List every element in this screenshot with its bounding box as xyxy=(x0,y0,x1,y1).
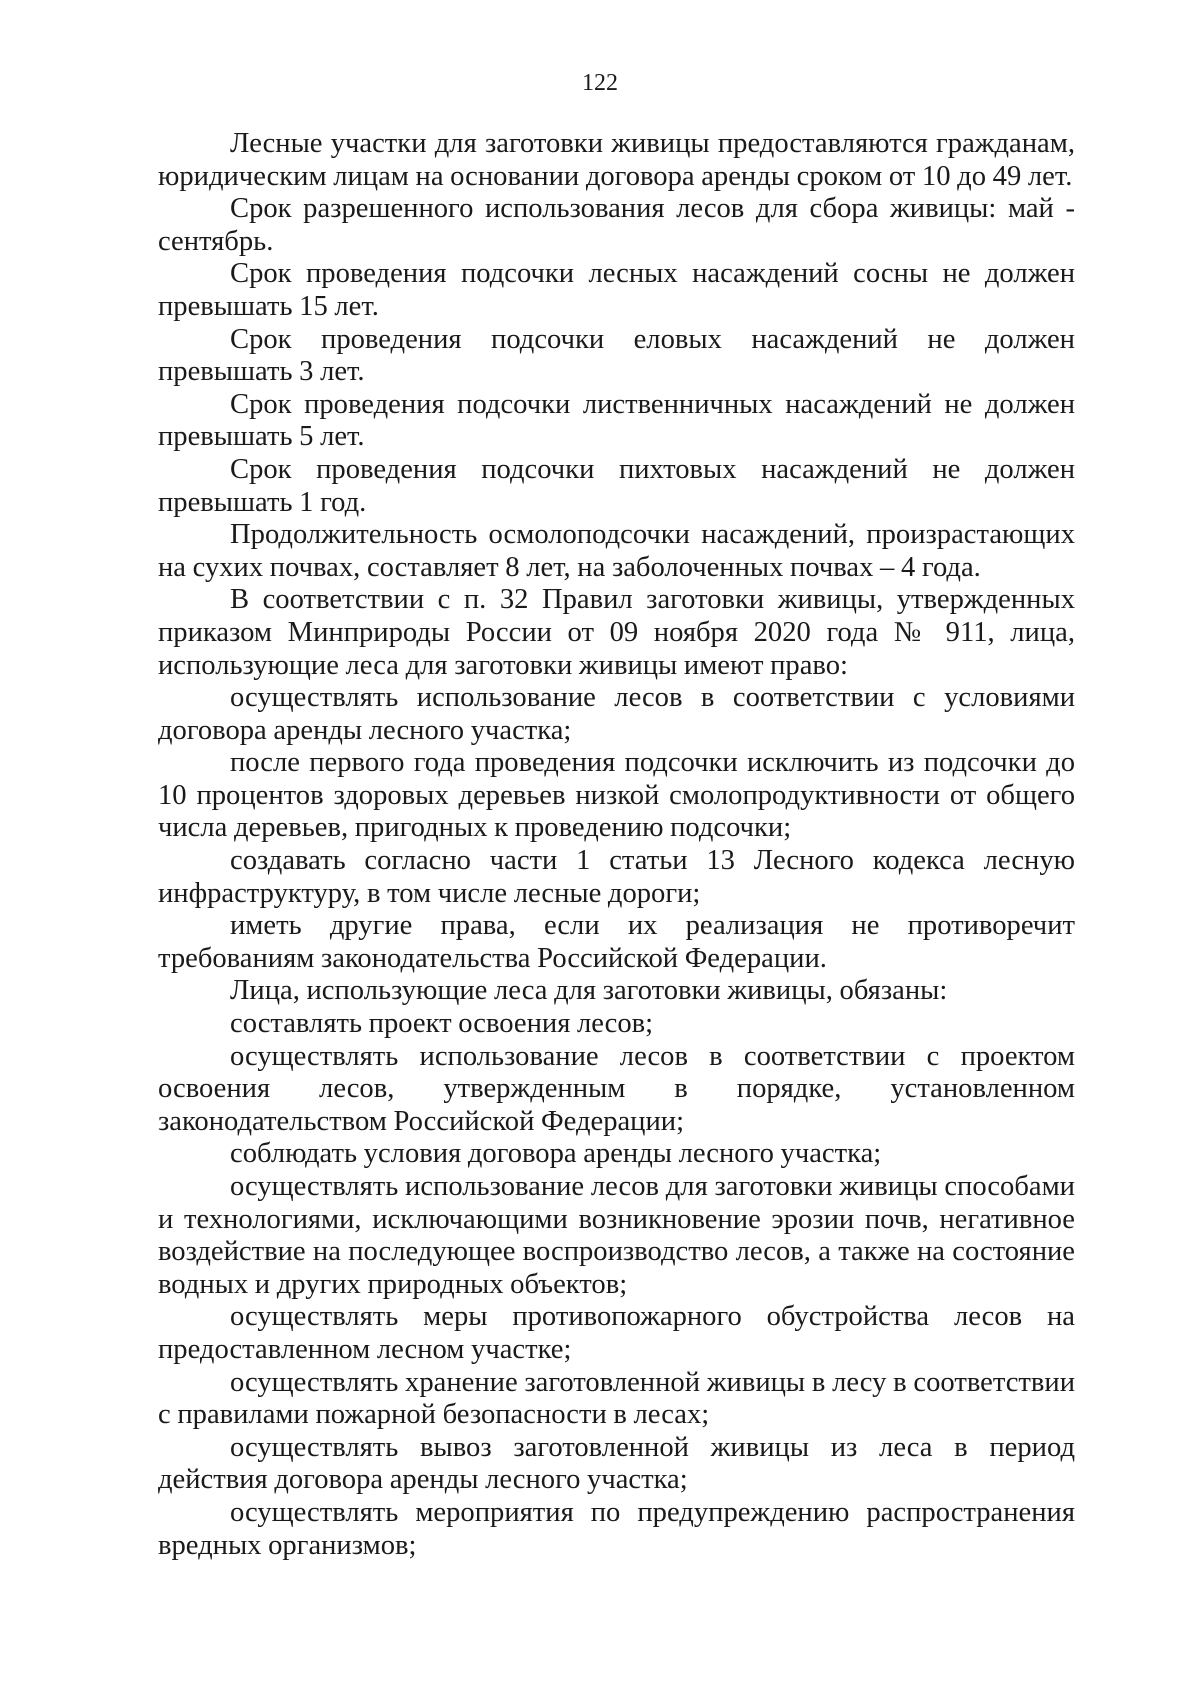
paragraph-1: Лесные участки для заготовки живицы предоставляются гражданам, юридическим лицам на основании договора аренды сроком от 10 до 49 лет. xyxy=(158,128,1075,192)
document-body xyxy=(158,128,1075,1562)
paragraph-5: Срок проведения подсочки лиственничных насаждений не должен превышать 5 лет. xyxy=(158,388,1075,453)
paragraph-17: осуществлять использование лесов для заготовки живицы способами и технологиями, исключающими возникновение эрозии почв, негативное воздействие на последующее воспроизводство лесов, а также на состояние водных и других природных объектов; xyxy=(158,1171,1075,1300)
paragraph-11: создавать согласно части 1 статьи 13 Лесного кодекса лесную инфраструктуру, в том числе лесные дороги; xyxy=(158,845,1075,909)
paragraph-6: Срок проведения подсочки пихтовых насаждений не должен превышать 1 год. xyxy=(158,453,1075,518)
paragraph-7: Продолжительность осмолоподсочки насаждений, произрастающих на сухих почвах, составляет 8 лет, на заболоченных почвах – 4 года. xyxy=(158,519,1075,583)
paragraph-18: осуществлять меры противопожарного обустройства лесов на предоставленном лесном участке; xyxy=(158,1301,1075,1365)
page-number: 122 xyxy=(582,70,618,96)
paragraph-2: Срок разрешенного использования лесов для сбора живицы: май - сентябрь. xyxy=(158,193,1075,257)
paragraph-12: иметь другие права, если их реализация не противоречит требованиям законодательства Российской Федерации. xyxy=(158,910,1075,974)
paragraph-20: осуществлять вывоз заготовленной живицы из леса в период действия договора аренды лесного участка; xyxy=(158,1431,1075,1496)
paragraph-10: после первого года проведения подсочки исключить из подсочки до 10 процентов здоровых деревьев низкой смолопродуктивности от общего числа деревьев, пригодных к проведению подсочки; xyxy=(158,747,1075,844)
paragraph-13: Лица, использующие леса для заготовки живицы, обязаны: xyxy=(230,975,948,1007)
paragraph-14: составлять проект освоения лесов; xyxy=(230,1008,654,1040)
paragraph-19: осуществлять хранение заготовленной живицы в лесу в соответствии с правилами пожарной безопасности в лесах; xyxy=(158,1366,1075,1431)
paragraph-9: осуществлять использование лесов в соответствии с условиями договора аренды лесного участка; xyxy=(158,682,1075,746)
paragraph-8: В соответствии с п. 32 Правил заготовки живицы, утвержденных приказом Минприроды России от 09 ноября 2020 года № 911, лица, использующие леса для заготовки живицы имеют право: xyxy=(158,584,1075,681)
paragraph-4: Срок проведения подсочки еловых насаждений не должен превышать 3 лет. xyxy=(158,323,1075,388)
paragraph-21: осуществлять мероприятия по предупреждению распространения вредных организмов; xyxy=(158,1496,1075,1561)
paragraph-16: соблюдать условия договора аренды лесного участка; xyxy=(230,1138,882,1170)
paragraph-15: осуществлять использование лесов в соответствии с проектом освоения лесов, утвержденным в порядке, установленном законодательством Российской Федерации; xyxy=(158,1040,1075,1137)
paragraph-3: Срок проведения подсочки лесных насаждений сосны не должен превышать 15 лет. xyxy=(158,258,1075,322)
